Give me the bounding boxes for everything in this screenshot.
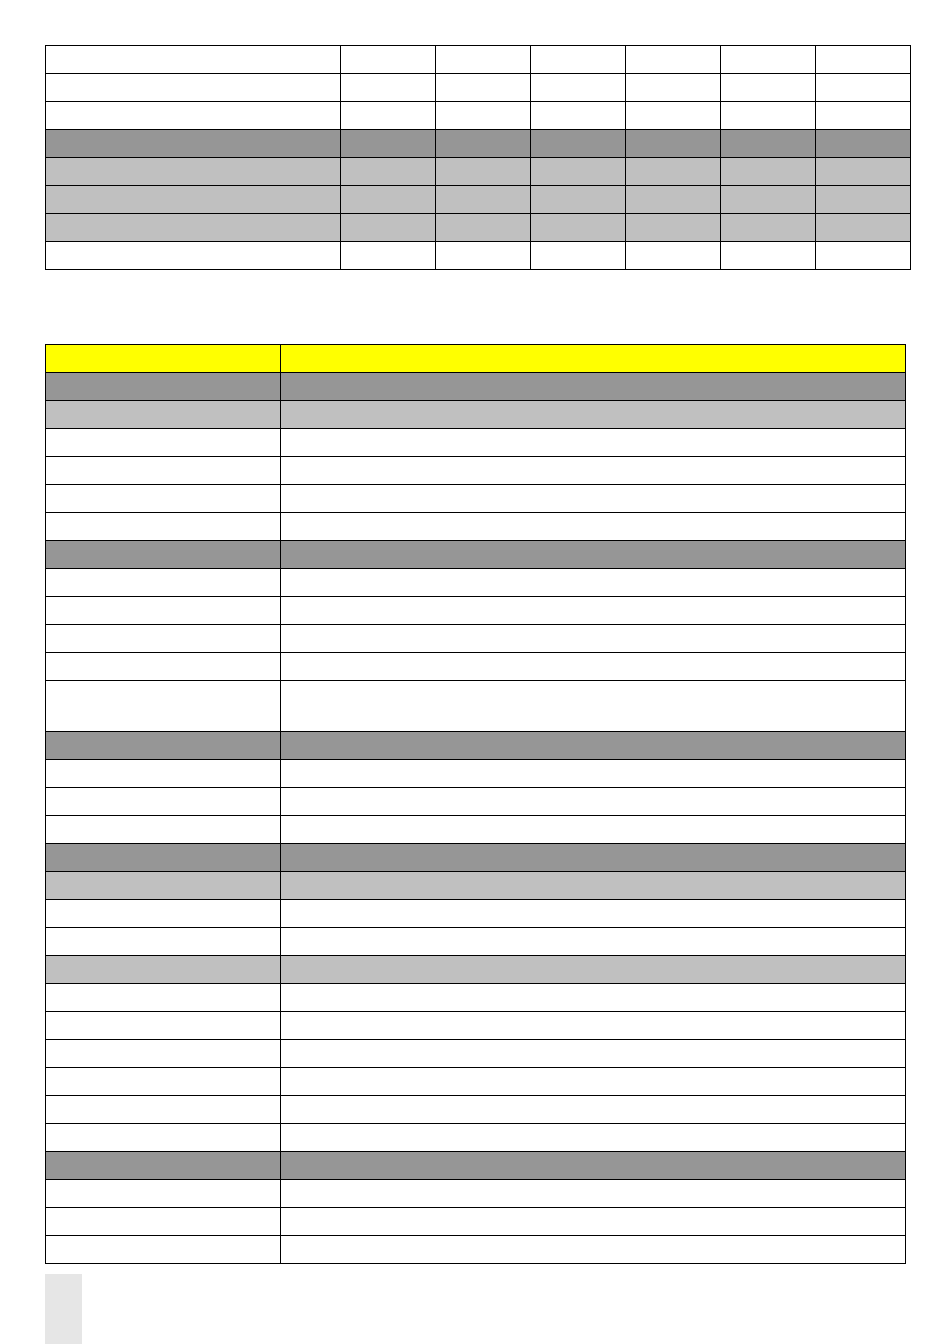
top-table-cell bbox=[531, 46, 626, 74]
bottom-table-cell bbox=[281, 569, 906, 597]
bottom-table-row bbox=[46, 1124, 906, 1152]
bottom-table-cell bbox=[46, 788, 281, 816]
bottom-table-row bbox=[46, 760, 906, 788]
bottom-table-cell bbox=[281, 816, 906, 844]
top-table-cell bbox=[626, 74, 721, 102]
bottom-table-cell bbox=[46, 872, 281, 900]
top-table-cell bbox=[46, 74, 341, 102]
top-table-cell bbox=[46, 46, 341, 74]
top-table-cell bbox=[626, 242, 721, 270]
bottom-table-cell bbox=[46, 1012, 281, 1040]
bottom-table-cell bbox=[46, 625, 281, 653]
bottom-table-cell bbox=[46, 732, 281, 760]
bottom-table-row bbox=[46, 429, 906, 457]
bottom-table-row bbox=[46, 1236, 906, 1264]
top-table-cell bbox=[436, 130, 531, 158]
top-table-cell bbox=[531, 130, 626, 158]
top-table-row bbox=[46, 242, 911, 270]
bottom-table-cell bbox=[46, 681, 281, 732]
top-table-cell bbox=[721, 130, 816, 158]
top-table-cell bbox=[531, 74, 626, 102]
top-table-cell bbox=[46, 214, 341, 242]
bottom-table-cell bbox=[46, 513, 281, 541]
bottom-table-cell bbox=[281, 1040, 906, 1068]
top-table-cell bbox=[436, 158, 531, 186]
top-table-cell bbox=[436, 186, 531, 214]
bottom-table-cell bbox=[281, 1208, 906, 1236]
top-table-cell bbox=[721, 74, 816, 102]
bottom-table-cell bbox=[281, 457, 906, 485]
bottom-table-row bbox=[46, 844, 906, 872]
bottom-table-cell bbox=[46, 373, 281, 401]
bottom-table-cell bbox=[46, 345, 281, 373]
bottom-table-cell bbox=[281, 872, 906, 900]
top-table-row bbox=[46, 102, 911, 130]
top-table-cell bbox=[341, 186, 436, 214]
top-table-cell bbox=[436, 242, 531, 270]
bottom-table-cell bbox=[281, 1124, 906, 1152]
top-table-cell bbox=[721, 102, 816, 130]
top-table-cell bbox=[531, 214, 626, 242]
top-table-cell bbox=[341, 46, 436, 74]
bottom-table-cell bbox=[281, 485, 906, 513]
bottom-table-cell bbox=[46, 1152, 281, 1180]
top-table-cell bbox=[816, 46, 911, 74]
top-table-cell bbox=[436, 214, 531, 242]
top-table-cell bbox=[341, 158, 436, 186]
top-table-cell bbox=[46, 242, 341, 270]
top-table-row bbox=[46, 214, 911, 242]
top-table-cell bbox=[816, 214, 911, 242]
top-table-cell bbox=[626, 102, 721, 130]
bottom-table-cell bbox=[281, 1236, 906, 1264]
bottom-table-row bbox=[46, 625, 906, 653]
bottom-table-row bbox=[46, 569, 906, 597]
top-table-cell bbox=[721, 214, 816, 242]
top-table-body bbox=[46, 46, 911, 270]
bottom-table-row bbox=[46, 788, 906, 816]
bottom-table-cell bbox=[46, 844, 281, 872]
bottom-table-row bbox=[46, 816, 906, 844]
top-table bbox=[45, 45, 911, 270]
top-table-cell bbox=[816, 74, 911, 102]
bottom-table-cell bbox=[281, 1180, 906, 1208]
top-table-cell bbox=[721, 242, 816, 270]
top-table-row bbox=[46, 46, 911, 74]
bottom-table-cell bbox=[281, 1096, 906, 1124]
top-table-cell bbox=[436, 102, 531, 130]
bottom-table-cell bbox=[281, 984, 906, 1012]
bottom-table-row bbox=[46, 681, 906, 732]
bottom-table-cell bbox=[281, 653, 906, 681]
page-number-tab bbox=[45, 1274, 82, 1344]
bottom-table-cell bbox=[46, 928, 281, 956]
bottom-table-row bbox=[46, 956, 906, 984]
bottom-table-cell bbox=[46, 1096, 281, 1124]
top-table-cell bbox=[626, 158, 721, 186]
bottom-table-row bbox=[46, 457, 906, 485]
bottom-table-cell bbox=[46, 760, 281, 788]
bottom-table-body bbox=[46, 345, 906, 1264]
top-table-cell bbox=[531, 102, 626, 130]
top-table-cell bbox=[341, 74, 436, 102]
bottom-table-cell bbox=[281, 732, 906, 760]
top-table-cell bbox=[341, 102, 436, 130]
top-table-cell bbox=[816, 186, 911, 214]
top-table-cell bbox=[816, 158, 911, 186]
bottom-table-cell bbox=[281, 788, 906, 816]
bottom-table-cell bbox=[281, 1152, 906, 1180]
bottom-table-row bbox=[46, 513, 906, 541]
bottom-table-cell bbox=[281, 956, 906, 984]
bottom-table-cell bbox=[281, 597, 906, 625]
bottom-table-cell bbox=[46, 816, 281, 844]
bottom-table-cell bbox=[46, 1208, 281, 1236]
top-table-cell bbox=[531, 158, 626, 186]
bottom-table-cell bbox=[46, 1236, 281, 1264]
top-table-cell bbox=[626, 214, 721, 242]
bottom-table-row bbox=[46, 1208, 906, 1236]
bottom-table-cell bbox=[281, 625, 906, 653]
top-table-cell bbox=[436, 74, 531, 102]
top-table-cell bbox=[531, 242, 626, 270]
bottom-table-cell bbox=[46, 569, 281, 597]
bottom-table-row bbox=[46, 1040, 906, 1068]
top-table-cell bbox=[816, 102, 911, 130]
bottom-table-cell bbox=[281, 429, 906, 457]
top-table-cell bbox=[816, 242, 911, 270]
bottom-table-cell bbox=[281, 541, 906, 569]
bottom-table-cell bbox=[281, 928, 906, 956]
bottom-table-cell bbox=[46, 541, 281, 569]
bottom-table-cell bbox=[46, 1180, 281, 1208]
bottom-table-cell bbox=[46, 457, 281, 485]
bottom-table-cell bbox=[281, 1068, 906, 1096]
bottom-table-row bbox=[46, 653, 906, 681]
top-table-cell bbox=[816, 130, 911, 158]
bottom-table-row bbox=[46, 732, 906, 760]
bottom-table-cell bbox=[46, 401, 281, 429]
top-table-cell bbox=[46, 158, 341, 186]
bottom-table-cell bbox=[281, 900, 906, 928]
top-table-cell bbox=[721, 186, 816, 214]
bottom-table-row bbox=[46, 984, 906, 1012]
top-table-cell bbox=[341, 214, 436, 242]
bottom-table-cell bbox=[46, 653, 281, 681]
bottom-table-cell bbox=[281, 760, 906, 788]
bottom-table-cell bbox=[46, 900, 281, 928]
bottom-table-row bbox=[46, 345, 906, 373]
bottom-table-cell bbox=[281, 681, 906, 732]
bottom-table-row bbox=[46, 1068, 906, 1096]
top-table-cell bbox=[46, 186, 341, 214]
bottom-table-cell bbox=[46, 1068, 281, 1096]
bottom-table-cell bbox=[281, 844, 906, 872]
top-table-row bbox=[46, 186, 911, 214]
bottom-table-cell bbox=[281, 345, 906, 373]
bottom-table-cell bbox=[281, 1012, 906, 1040]
bottom-table-cell bbox=[46, 1040, 281, 1068]
top-table-row bbox=[46, 74, 911, 102]
bottom-table-cell bbox=[281, 373, 906, 401]
bottom-table-row bbox=[46, 1012, 906, 1040]
top-table-cell bbox=[46, 130, 341, 158]
bottom-table-cell bbox=[46, 429, 281, 457]
top-table-cell bbox=[531, 186, 626, 214]
bottom-table bbox=[45, 344, 906, 1264]
top-table-cell bbox=[721, 158, 816, 186]
bottom-table-cell bbox=[46, 984, 281, 1012]
bottom-table-row bbox=[46, 597, 906, 625]
bottom-table-row bbox=[46, 900, 906, 928]
bottom-table-cell bbox=[281, 513, 906, 541]
bottom-table-row bbox=[46, 872, 906, 900]
top-table-cell bbox=[341, 130, 436, 158]
bottom-table-row bbox=[46, 373, 906, 401]
top-table-cell bbox=[436, 46, 531, 74]
bottom-table-cell bbox=[281, 401, 906, 429]
top-table-row bbox=[46, 130, 911, 158]
top-table-cell bbox=[341, 242, 436, 270]
bottom-table-row bbox=[46, 928, 906, 956]
bottom-table-cell bbox=[46, 597, 281, 625]
top-table-cell bbox=[721, 46, 816, 74]
top-table-cell bbox=[626, 186, 721, 214]
top-table-cell bbox=[46, 102, 341, 130]
bottom-table-row bbox=[46, 1096, 906, 1124]
bottom-table-row bbox=[46, 541, 906, 569]
bottom-table-row bbox=[46, 485, 906, 513]
top-table-cell bbox=[626, 46, 721, 74]
bottom-table-row bbox=[46, 1180, 906, 1208]
top-table-row bbox=[46, 158, 911, 186]
bottom-table-row bbox=[46, 401, 906, 429]
bottom-table-cell bbox=[46, 485, 281, 513]
bottom-table-cell bbox=[46, 956, 281, 984]
bottom-table-row bbox=[46, 1152, 906, 1180]
top-table-cell bbox=[626, 130, 721, 158]
bottom-table-cell bbox=[46, 1124, 281, 1152]
